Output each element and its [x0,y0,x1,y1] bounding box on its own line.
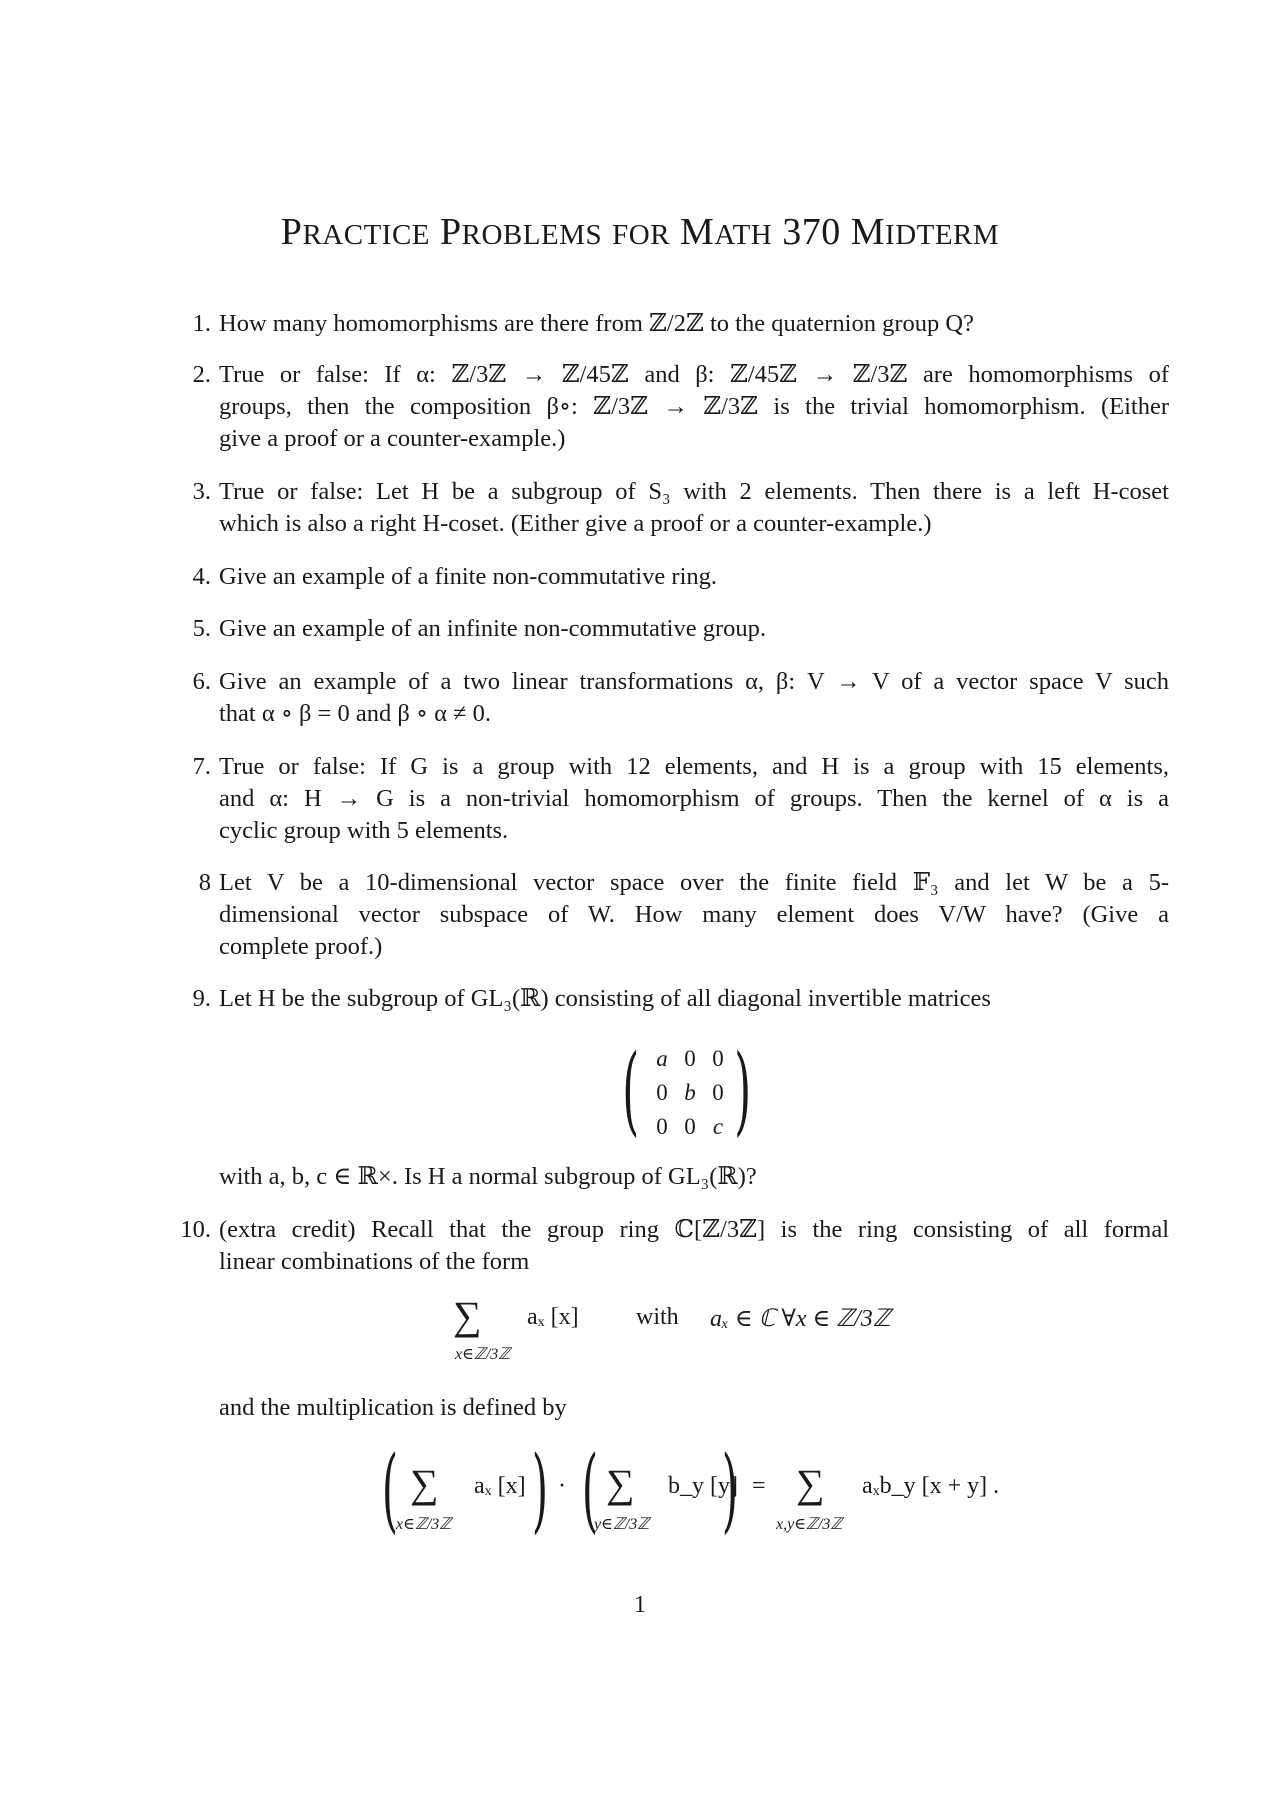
matrix-cell: 0 [712,1046,724,1071]
problem-text-line: that α ∘ β = 0 and β ∘ α ≠ 0. [219,700,492,727]
rhs-index: x,y∈ℤ/3ℤ [776,1516,843,1533]
problem-2 [192,359,1169,455]
problem-5 [192,613,1169,645]
dot-operator: · [558,1473,566,1499]
matrix-cell: a [656,1046,668,1071]
matrix-cell: 0 [656,1114,668,1139]
problem-number: 6. [192,668,211,695]
problem-text-line: give a proof or a counter-example.) [219,425,566,452]
equals-sign: = [752,1473,766,1499]
lhs2-term: b_y [y] [668,1473,738,1499]
problem-number: 5. [192,615,211,642]
problem-number: 3. [192,478,211,505]
sigma-symbol: ∑ [606,1461,635,1506]
problem-number: 7. [192,753,211,780]
rhs-term: aₓb_y [x + y] . [862,1473,1000,1499]
problem-text-line: True or false: Let H be a subgroup of S₃ with 2 elements. Then there is a left H-coset [219,478,1169,505]
matrix-cell: c [712,1114,724,1139]
lhs1-term: aₓ [x] [474,1473,526,1499]
problem-text-line: linear combinations of the form [219,1248,530,1275]
with-text: with [636,1304,679,1330]
title-letter: P [280,211,303,253]
problem-7 [192,751,1169,847]
lhs1-index: x∈ℤ/3ℤ [396,1516,452,1533]
problem-text-line: dimensional vector subspace of W. How many element does V/W have? (Give a [219,901,1169,928]
problem-text-line: groups, then the composition β∘: ℤ/3ℤ → ℤ/3ℤ is the trivial homomorphism. (Either [219,393,1169,420]
left-paren: ( [622,1034,640,1146]
left-paren: ( [581,1436,599,1543]
title-word: IDTERM [885,219,1000,251]
title-word: ATH [714,219,773,251]
title-number: 370 [782,211,841,253]
matrix-cell: 0 [656,1080,668,1105]
problem-8 [198,867,1169,963]
condition: aₓ ∈ ℂ ∀x ∈ ℤ/3ℤ [710,1306,891,1332]
multiplication-intro: and the multiplication is defined by [219,1394,567,1421]
problem-6 [192,666,1169,730]
problem-text-line: Give an example of a finite non-commutative ring. [219,563,718,590]
matrix-cell: b [684,1080,696,1105]
problem-text-line: True or false: If G is a group with 12 elements, and H is a group with 15 elements, [219,753,1169,780]
matrix-cell: 0 [684,1114,696,1139]
diagonal-matrix [620,1034,760,1148]
title-word: ROBLEMS [461,219,603,251]
sigma-symbol: ∑ [796,1461,825,1506]
title-letter: P [440,211,462,253]
problem-text-line: Give an example of an infinite non-commutative group. [219,615,767,642]
title-word: FOR [612,219,671,251]
problem-text-line: and α: H → G is a non-trivial homomorphism of groups. Then the kernel of α is a [219,785,1169,812]
right-paren: ) [531,1436,549,1543]
problem-text-line: (extra credit) Recall that the group ring ℂ[ℤ/3ℤ] is the ring consisting of all formal [219,1216,1169,1243]
left-paren: ( [381,1436,399,1543]
right-paren: ) [734,1034,752,1146]
problem-text-line: How many homomorphisms are there from ℤ/2ℤ to the quaternion group Q? [219,310,974,337]
title-word: RACTICE [302,219,430,251]
problem-text-line: which is also a right H-coset. (Either give a proof or a counter-example.) [219,510,932,537]
matrix-grid [648,1044,732,1142]
problem-9 [192,983,1169,1015]
problem-number: 10. [180,1216,211,1243]
sum-index: x∈ℤ/3ℤ [455,1346,511,1363]
sum-term: aₓ [x] [527,1304,579,1330]
problem-1 [192,308,1169,340]
page-number: 1 [634,1592,646,1618]
matrix-cell: 0 [712,1080,724,1105]
problem-text-line: cyclic group with 5 elements. [219,817,509,844]
problem-number: 4. [192,563,211,590]
problem-text-line: Let V be a 10-dimensional vector space over the finite field 𝔽₃ and let W be a 5- [219,869,1169,896]
problem-4 [192,561,1169,593]
problem-3 [192,476,1169,540]
problem-number: 2. [192,361,211,388]
problem-number: 1. [192,310,211,337]
title-letter: M [850,211,886,253]
problem-text-line: Give an example of a two linear transformations α, β: V → V of a vector space V such [219,668,1169,695]
title-letter: M [680,211,715,253]
sigma-symbol: ∑ [410,1461,439,1506]
problem-number: 9. [192,985,211,1012]
right-paren: ) [721,1436,739,1543]
problem-number: 8 [198,869,211,896]
problem-text-line: complete proof.) [219,933,383,960]
sum-formula [453,1293,482,1338]
problem-9-continuation: with a, b, c ∈ ℝ×. Is H a normal subgroup of GL₃(ℝ)? [219,1163,757,1190]
page-title [0,210,1280,254]
lhs2-index: y∈ℤ/3ℤ [594,1516,650,1533]
problem-text-line: Let H be the subgroup of GL₃(ℝ) consisting of all diagonal invertible matrices [219,985,991,1012]
matrix-cell: 0 [684,1046,696,1071]
sigma-symbol: ∑ [453,1293,482,1338]
problem-text-line: True or false: If α: ℤ/3ℤ → ℤ/45ℤ and β: ℤ/45ℤ → ℤ/3ℤ are homomorphisms of [219,361,1169,388]
problem-10 [180,1214,1169,1278]
